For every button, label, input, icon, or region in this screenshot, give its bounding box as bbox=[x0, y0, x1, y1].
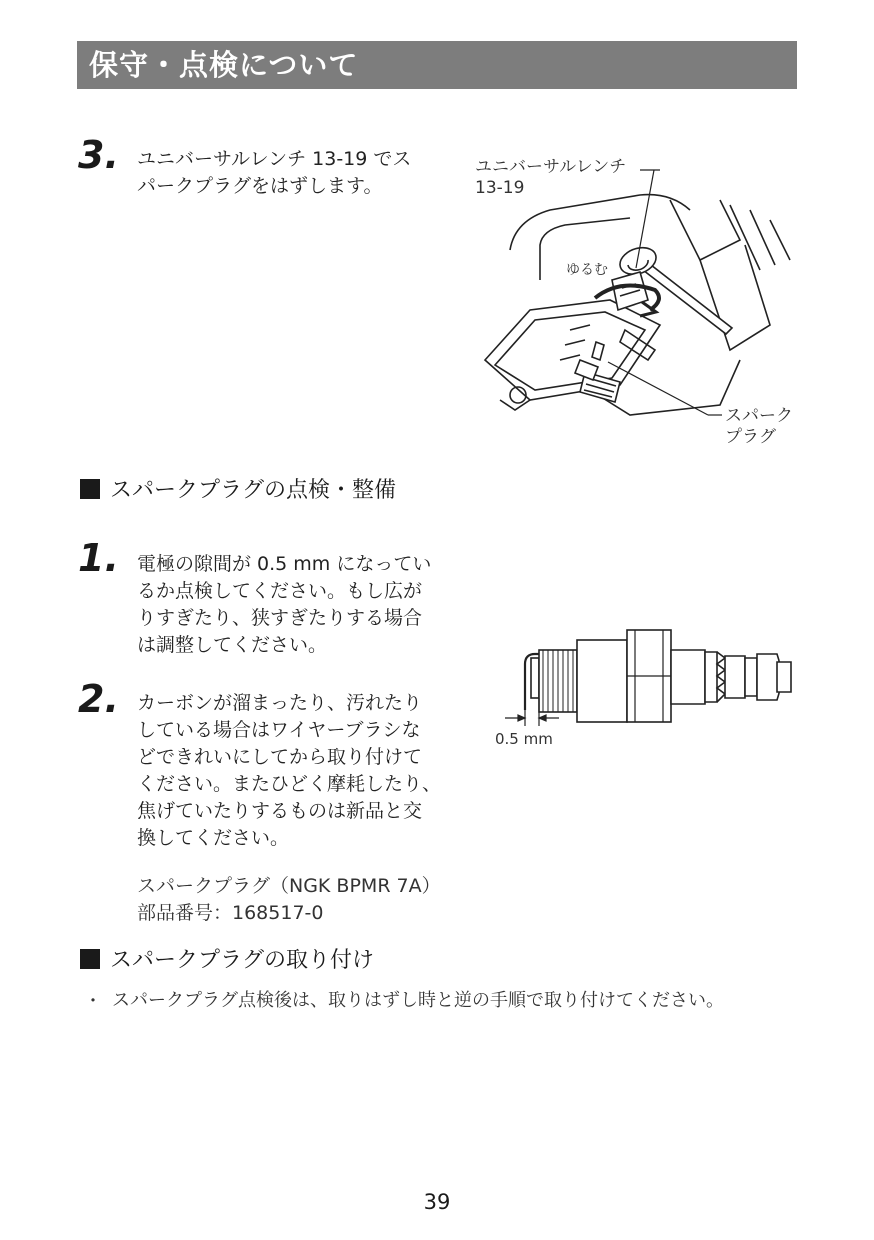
step-2-line-4: ください。またひどく摩耗したり、 bbox=[137, 773, 442, 795]
plug-label-line-1: スパーク bbox=[725, 406, 793, 426]
step-1-line-3: りすぎたり、狭すぎたりする場合 bbox=[137, 607, 423, 629]
section-heading-install bbox=[80, 946, 374, 976]
step-2-line-1: カーボンが溜まったり、汚れたり bbox=[137, 692, 423, 714]
part-info bbox=[137, 873, 441, 927]
square-bullet-icon bbox=[80, 949, 100, 969]
step-1-line-1: 電極の隙間が 0.5 mm になってい bbox=[137, 553, 432, 575]
step-1-line-4: は調整してください。 bbox=[137, 634, 328, 656]
gap-dimension-label: 0.5 mm bbox=[495, 730, 553, 748]
step-1-text bbox=[137, 551, 431, 659]
step-2-line-6: 換してください。 bbox=[137, 827, 290, 849]
step-3-text bbox=[137, 146, 411, 200]
step-3-line-1: ユニバーサルレンチ 13-19 でス bbox=[137, 148, 412, 170]
page-number: 39 bbox=[423, 1190, 451, 1214]
step-2-line-3: どできれいにしてから取り付けて bbox=[137, 746, 423, 768]
step-3-line-2: パークプラグをはずします。 bbox=[137, 175, 383, 197]
loosen-label: ゆるむ bbox=[566, 262, 608, 278]
step-2-number: 2. bbox=[78, 677, 119, 721]
install-bullet: ・ bbox=[84, 991, 102, 1012]
spark-plug-gap-illustration bbox=[495, 622, 815, 732]
section-heading-inspection-text: スパークプラグの点検・整備 bbox=[110, 478, 397, 503]
step-2-line-5: 焦げていたりするものは新品と交 bbox=[137, 800, 423, 822]
part-number: 部品番号：168517-0 bbox=[137, 902, 324, 924]
step-1-number: 1. bbox=[78, 536, 119, 580]
page-title: 保守・点検について bbox=[77, 41, 797, 89]
wrench-label-line-2: 13-19 bbox=[475, 178, 525, 198]
part-name: スパークプラグ（NGK BPMR 7A） bbox=[137, 875, 441, 897]
section-heading-inspection bbox=[80, 476, 396, 506]
step-2-line-2: している場合はワイヤーブラシな bbox=[137, 719, 421, 741]
section-heading-install-text: スパークプラグの取り付け bbox=[110, 948, 375, 973]
plug-label-line-2: プラグ bbox=[725, 427, 776, 447]
wrench-label-line-1: ユニバーサルレンチ bbox=[475, 157, 627, 177]
square-bullet-icon bbox=[80, 479, 100, 499]
step-3-number: 3. bbox=[78, 133, 119, 177]
install-instruction: スパークプラグ点検後は、取りはずし時と逆の手順で取り付けてください。 bbox=[112, 990, 724, 1011]
step-1-line-2: るか点検してください。もし広が bbox=[137, 580, 423, 602]
plug-leader-line bbox=[608, 362, 708, 415]
step-2-text bbox=[137, 690, 441, 852]
